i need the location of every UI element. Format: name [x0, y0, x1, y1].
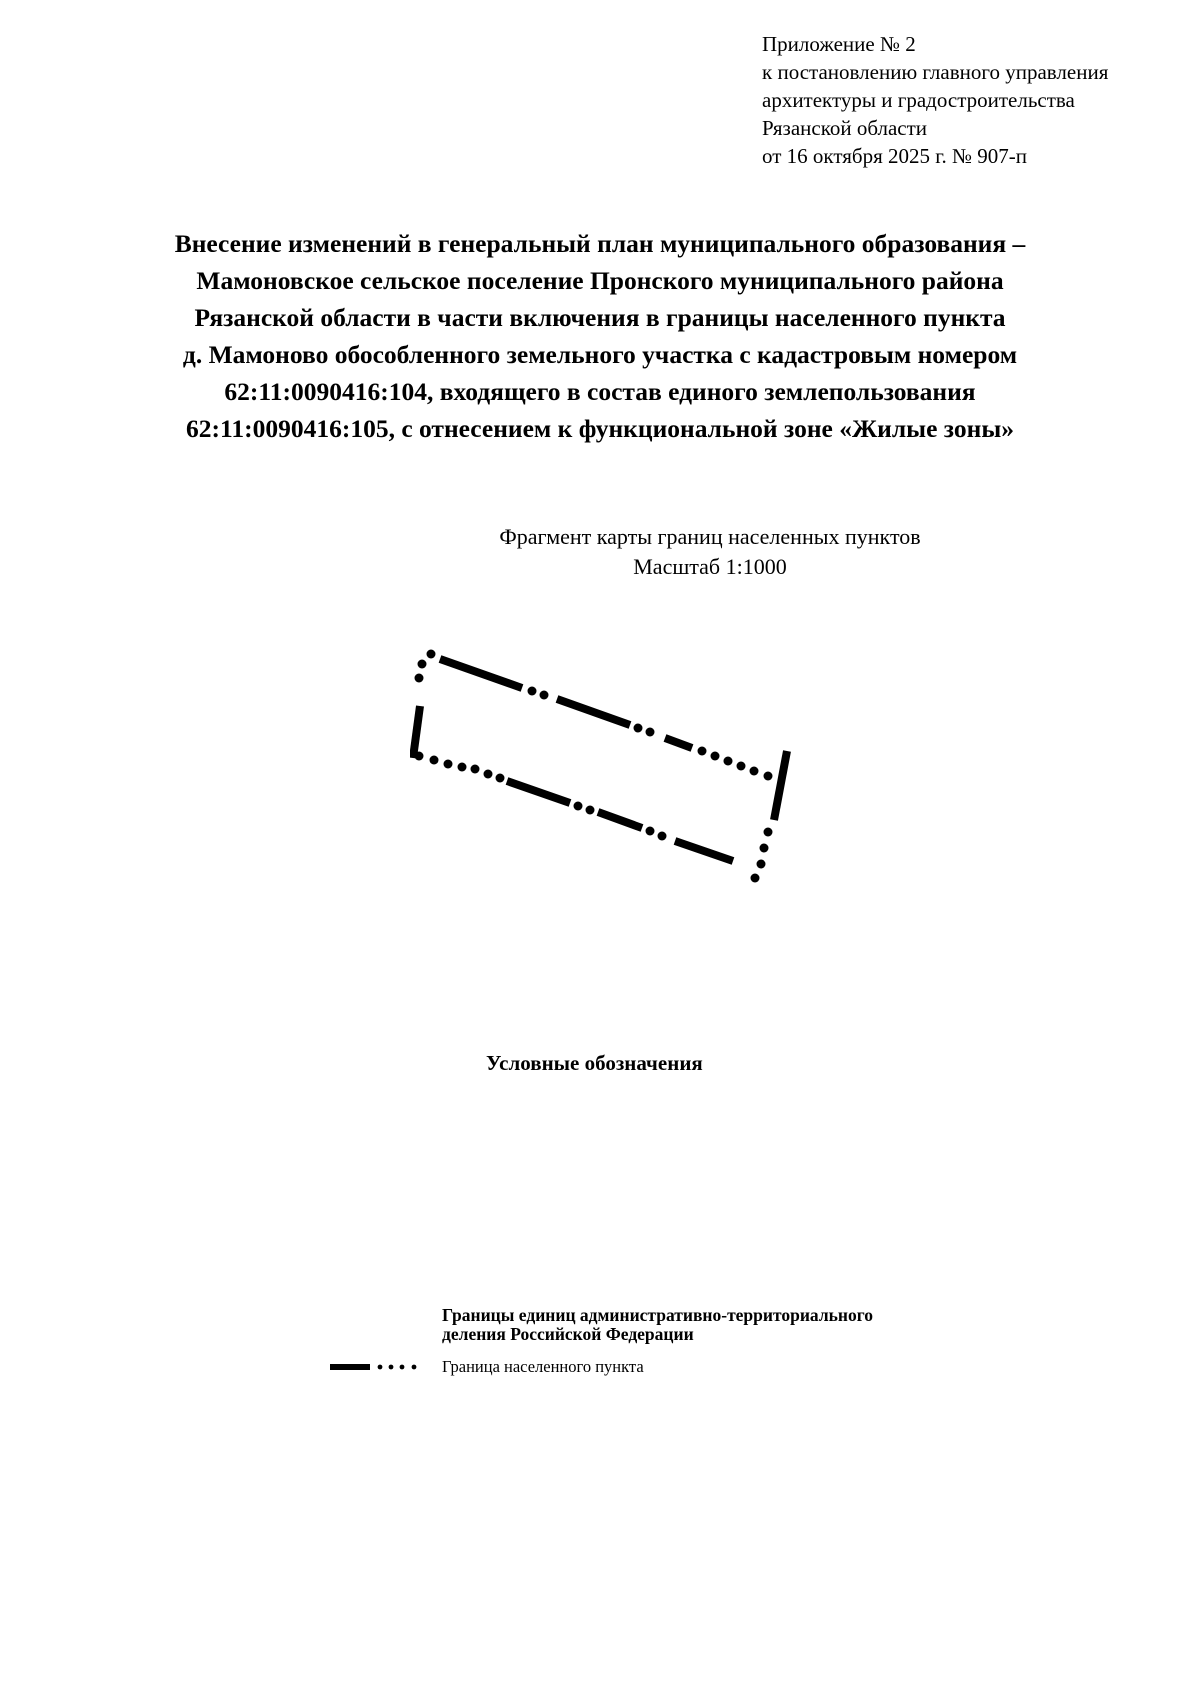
annex-line: Приложение № 2: [762, 32, 916, 56]
title-line: Рязанской области в части включения в границы населенного пункта: [194, 303, 1006, 332]
title-line: Внесение изменений в генеральный план муниципального образования –: [174, 229, 1026, 258]
annex-line: архитектуры и градостроительства: [762, 88, 1075, 112]
dash-dot-line-icon: [330, 1362, 418, 1372]
map-fragment: [410, 640, 810, 890]
legend-item-label: Граница населенного пункта: [442, 1357, 644, 1376]
settlement-boundary-drawing: [410, 640, 810, 890]
annex-line: к постановлению главного управления: [762, 60, 1109, 84]
legend-item-settlement-boundary: [330, 1357, 644, 1377]
legend-title: Условные обозначения: [486, 1051, 703, 1075]
annex-line: Рязанской области: [762, 116, 928, 140]
document-title: [40, 225, 1160, 447]
map-caption: [240, 522, 1180, 582]
legend-group-line: Границы единиц административно-территориального: [442, 1305, 873, 1325]
annex-line: от 16 октября 2025 г. № 907-п: [762, 144, 1027, 168]
title-line: 62:11:0090416:104, входящего в состав единого землепользования: [224, 377, 976, 406]
title-line: 62:11:0090416:105, с отнесением к функциональной зоне «Жилые зоны»: [186, 414, 1014, 443]
legend-group-line: деления Российской Федерации: [442, 1324, 694, 1344]
settlement-boundary-dots: [415, 650, 773, 883]
map-scale: Масштаб 1:1000: [633, 554, 787, 579]
annex-note: [762, 30, 1108, 170]
map-caption-title: Фрагмент карты границ населенных пунктов: [499, 524, 921, 549]
title-line: Мамоновское сельское поселение Пронского муниципального района: [196, 266, 1004, 295]
legend-group-heading: [442, 1306, 873, 1344]
title-line: д. Мамоново обособленного земельного участка с кадастровым номером: [182, 340, 1018, 369]
